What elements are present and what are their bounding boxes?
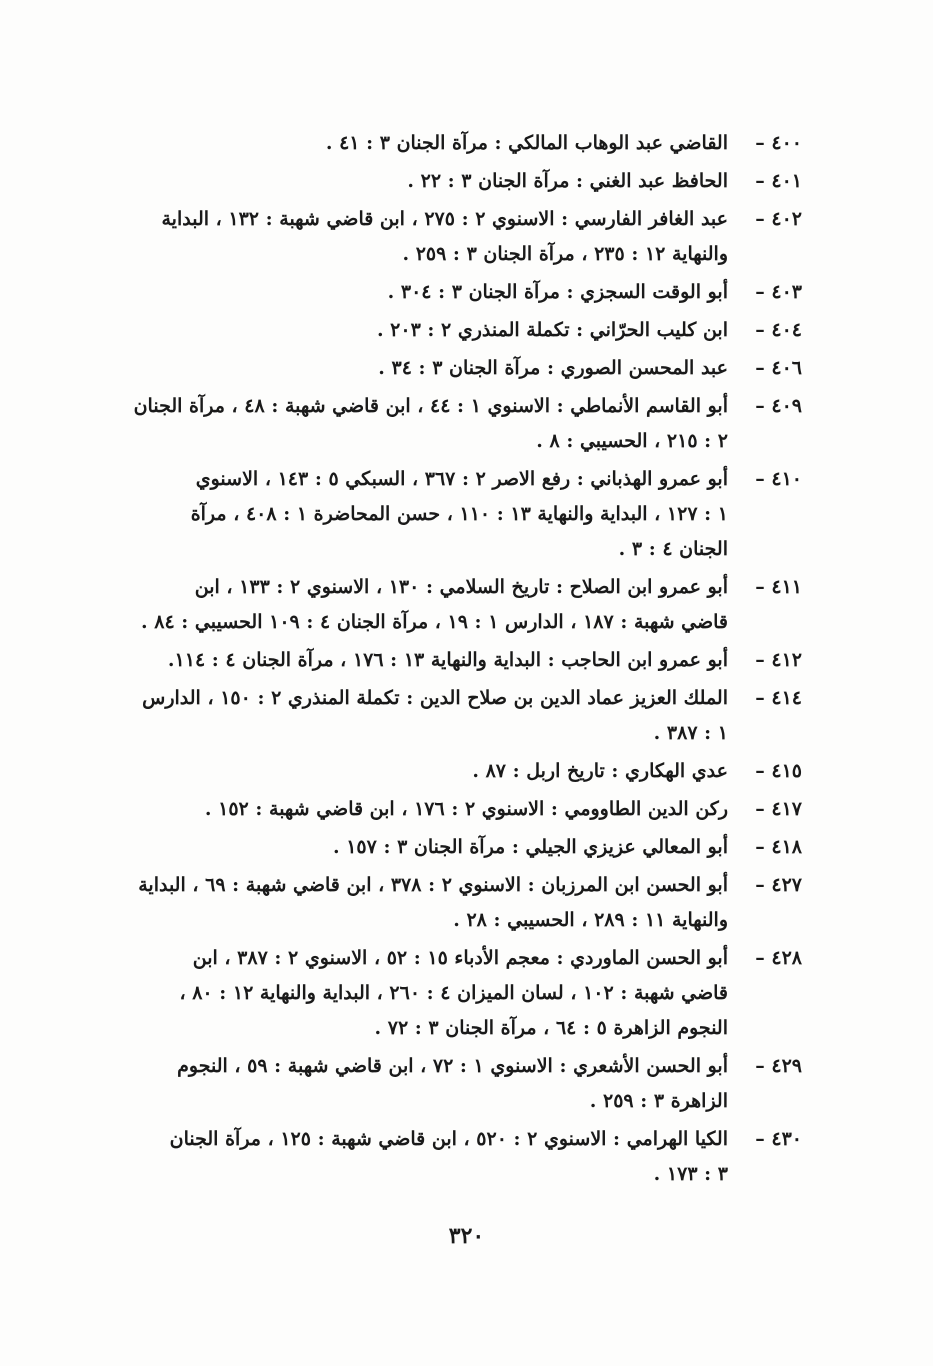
entry-number: ٤١٢ –: [755, 649, 802, 671]
entry-text: [128, 275, 728, 310]
entry-text: [128, 462, 728, 567]
entry-line: أبو المعالي عزيزي الجيلي : مرآة الجنان ٣ : ١٥٧ .: [332, 836, 728, 858]
entry-text: [128, 1049, 728, 1119]
entry-number: ٤٠٩ –: [755, 395, 802, 417]
bibliography-entry: [128, 830, 802, 865]
entry-line: أبو الحسن الماوردي : معجم الأدباء ١٥ : ٥٢ ، الاسنوي ٢ : ٣٨٧ ، ابن: [192, 947, 728, 969]
entry-text: [128, 351, 728, 386]
entry-line: ٣ : ١٧٣ .: [653, 1163, 728, 1185]
entry-text: [128, 202, 728, 272]
entry-line: أبو الحسن الأشعري : الاسنوي ١ : ٧٢ ، ابن قاضي شهبة : ٥٩ ، النجوم: [177, 1055, 728, 1077]
entry-number: ٤١٠ –: [755, 468, 802, 490]
entry-number: ٤٢٧ –: [755, 874, 802, 896]
entry-line: أبو الحسن ابن المرزبان : الاسنوي ٢ : ٣٧٨ ، ابن قاضي شهبة : ٦٩ ، البداية: [138, 874, 728, 896]
entry-text: [128, 941, 728, 1046]
entry-line: عبد الغافر الفارسي : الاسنوي ٢ : ٢٧٥ ، ابن قاضي شهبة : ١٣٢ ، البداية: [161, 208, 728, 230]
entry-number: ٤٠١ –: [755, 170, 802, 192]
entry-line: ١ : ٣٨٧ .: [653, 722, 728, 744]
entry-number: ٤١١ –: [755, 576, 802, 598]
entry-text: [128, 868, 728, 938]
bibliography-entry: [128, 313, 802, 348]
entry-number: ٤١٨ –: [755, 836, 802, 858]
entry-line: والنهاية ١٢ : ٢٣٥ ، مرآة الجنان ٣ : ٢٥٩ .: [402, 243, 728, 265]
entry-line: الزاهرة ٣ : ٢٥٩ .: [589, 1090, 728, 1112]
entry-line: قاضي شهبة : ١٨٧ ، الدارس ١ : ١٩ ، مرآة الجنان ٤ : ١٠٩ الحسيبي : ٨٤ .: [141, 611, 728, 633]
entry-text: [128, 126, 728, 161]
entry-text: [128, 792, 728, 827]
entry-number: ٤٠٣ –: [755, 281, 802, 303]
entry-text: [128, 570, 728, 640]
entry-number: ٤٢٩ –: [755, 1055, 802, 1077]
entry-text: [128, 313, 728, 348]
entry-number: ٤٣٠ –: [755, 1128, 802, 1150]
entry-line: أبو القاسم الأنماطي : الاسنوي ١ : ٤٤ ، ابن قاضي شهبة : ٤٨ ، مرآة الجنان: [133, 395, 728, 417]
entry-line: ١ : ١٢٧ ، البداية والنهاية ١٣ : ١١٠ ، حسن المحاضرة ١ : ٤٠٨ ، مرآة: [190, 503, 728, 525]
bibliography-entry: [128, 275, 802, 310]
bibliography-entry: [128, 126, 802, 161]
bibliography-entry: [128, 792, 802, 827]
entry-line: أبو عمرو الهذباني : رفع الاصر ٢ : ٣٦٧ ، السبكي ٥ : ١٤٣ ، الاسنوي: [195, 468, 728, 490]
entry-line: عدي الهكاري : تاريخ اربل : ٨٧ .: [472, 760, 728, 782]
entry-number: ٤٢٨ –: [755, 947, 802, 969]
bibliography-entry: [128, 389, 802, 459]
entry-text: [128, 754, 728, 789]
entry-line: ابن كليب الحرّاني : تكملة المنذري ٢ : ٢٠٣ .: [376, 319, 728, 341]
entry-text: [128, 830, 728, 865]
entry-line: ركن الدين الطاوومي : الاسنوي ٢ : ١٧٦ ، ابن قاضي شهبة : ١٥٢ .: [204, 798, 728, 820]
bibliography-entry: [128, 462, 802, 567]
entry-line: الملك العزيز عماد الدين بن صلاح الدين : تكملة المنذري ٢ : ١٥٠ ، الدارس: [142, 687, 728, 709]
bibliography-entry: [128, 570, 802, 640]
entry-line: القاضي عبد الوهاب المالكي : مرآة الجنان ٣ : ٤١ .: [325, 132, 728, 154]
entry-line: أبو عمرو ابن الصلاح : تاريخ السلامي : ١٣٠ ، الاسنوي ٢ : ١٣٣ ، ابن: [194, 576, 728, 598]
entry-number: ٤٠٦ –: [755, 357, 802, 379]
bibliography-entry: [128, 681, 802, 751]
entry-number: ٤٠٤ –: [755, 319, 802, 341]
entry-text: [128, 164, 728, 199]
entry-number: ٤١٥ –: [755, 760, 802, 782]
entry-line: والنهاية ١١ : ٢٨٩ ، الحسيبي : ٢٨ .: [453, 909, 728, 931]
entry-line: الكيا الهرامي : الاسنوي ٢ : ٥٢٠ ، ابن قاضي شهبة : ١٢٥ ، مرآة الجنان: [169, 1128, 728, 1150]
bibliography-list: [128, 126, 802, 1195]
bibliography-entry: [128, 202, 802, 272]
entry-number: ٤١٤ –: [755, 687, 802, 709]
bibliography-entry: [128, 941, 802, 1046]
bibliography-entry: [128, 1122, 802, 1192]
bibliography-entry: [128, 1049, 802, 1119]
bibliography-entry: [128, 754, 802, 789]
bibliography-entry: [128, 351, 802, 386]
entry-line: الحافظ عبد الغني : مرآة الجنان ٣ : ٢٢ .: [407, 170, 728, 192]
page-number: ٣٢٠: [448, 1223, 485, 1249]
bibliography-entry: [128, 643, 802, 678]
entry-text: [128, 681, 728, 751]
bibliography-entry: [128, 164, 802, 199]
entry-text: [128, 389, 728, 459]
entry-number: ٤٠٠ –: [755, 132, 802, 154]
entry-text: [128, 1122, 728, 1192]
entry-line: أبو الوقت السجزي : مرآة الجنان ٣ : ٣٠٤ .: [387, 281, 728, 303]
entry-line: ٢ : ٢١٥ ، الحسيبي : ٨ .: [536, 430, 728, 452]
entry-line: عبد المحسن الصوري : مرآة الجنان ٣ : ٣٤ .: [378, 357, 728, 379]
entry-line: أبو عمرو ابن الحاجب : البداية والنهاية ١٣ : ١٧٦ ، مرآة الجنان ٤ : ١١٤.: [167, 649, 728, 671]
entry-line: الجنان ٤ : ٣ .: [618, 538, 728, 560]
entry-line: قاضي شهبة : ١٠٢ ، لسان الميزان ٤ : ٢٦٠ ، البداية والنهاية ١٢ : ٨٠ ،: [179, 982, 728, 1004]
bibliography-entry: [128, 868, 802, 938]
entry-text: [128, 643, 728, 678]
entry-line: النجوم الزاهرة ٥ : ٦٤ ، مرآة الجنان ٣ : ٧٢ .: [374, 1017, 728, 1039]
entry-number: ٤٠٢ –: [755, 208, 802, 230]
entry-number: ٤١٧ –: [755, 798, 802, 820]
